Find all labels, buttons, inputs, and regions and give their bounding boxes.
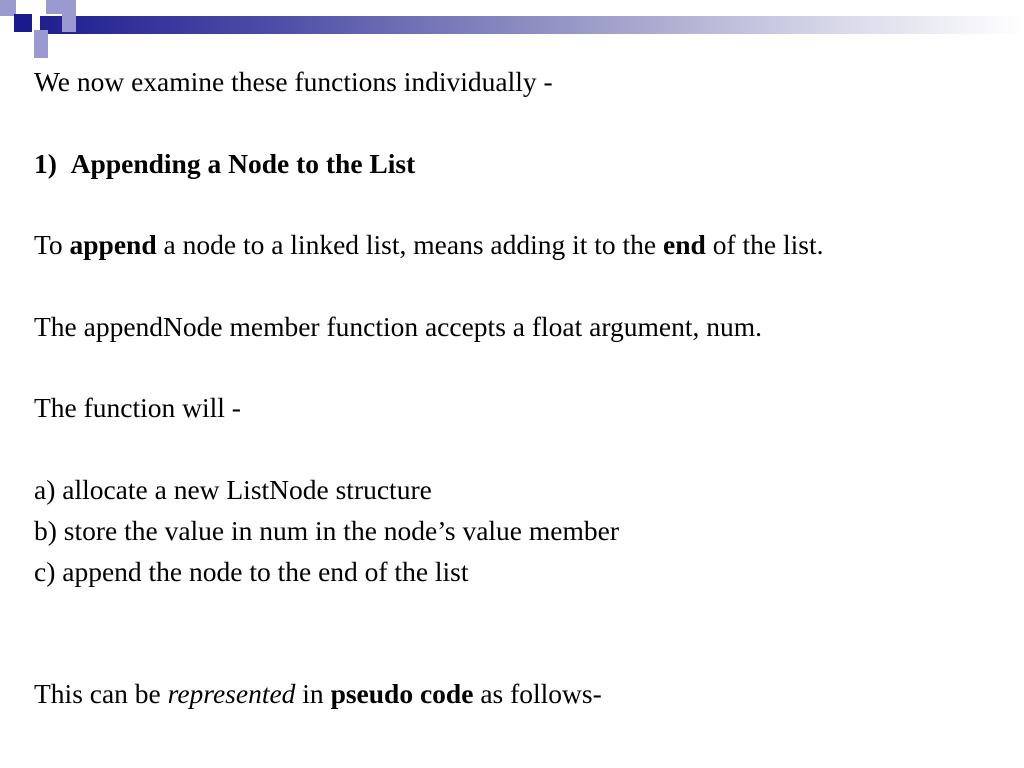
closing-bold: pseudo code <box>330 677 474 709</box>
heading-number: 1) <box>34 147 57 179</box>
decor-square <box>46 0 76 14</box>
decor-square <box>14 14 32 32</box>
closing-part: This can be <box>34 677 168 709</box>
accepts-text: The appendNode member function accepts a float argument, num. <box>34 310 762 342</box>
header-gradient-bar <box>40 16 1024 34</box>
decor-square <box>34 30 48 44</box>
definition-text <box>34 225 1014 266</box>
slide-header-decoration <box>0 0 1024 60</box>
definition-keyword-append: append <box>69 229 157 261</box>
slide-body <box>34 62 1014 715</box>
function-will-text: The function will - <box>34 392 241 424</box>
closing-part: as follows- <box>473 677 602 709</box>
step-item: a) allocate a new ListNode structure <box>34 473 432 505</box>
definition-part: To <box>34 229 70 261</box>
section-heading <box>34 144 1014 185</box>
decor-square <box>34 44 48 58</box>
closing-text <box>34 674 1014 715</box>
closing-part: in <box>295 677 331 709</box>
definition-part: of the list. <box>705 229 824 261</box>
step-item: b) store the value in num in the node’s value member <box>34 514 619 546</box>
intro-text: We now examine these functions individually - <box>34 66 553 97</box>
heading-title: Appending a Node to the List <box>70 147 416 179</box>
definition-keyword-end: end <box>663 229 706 261</box>
definition-part: a node to a linked list, means adding it to the <box>156 229 664 261</box>
step-item: c) append the node to the end of the list <box>34 555 469 587</box>
decor-square <box>62 14 76 32</box>
closing-italic: represented <box>167 677 296 709</box>
